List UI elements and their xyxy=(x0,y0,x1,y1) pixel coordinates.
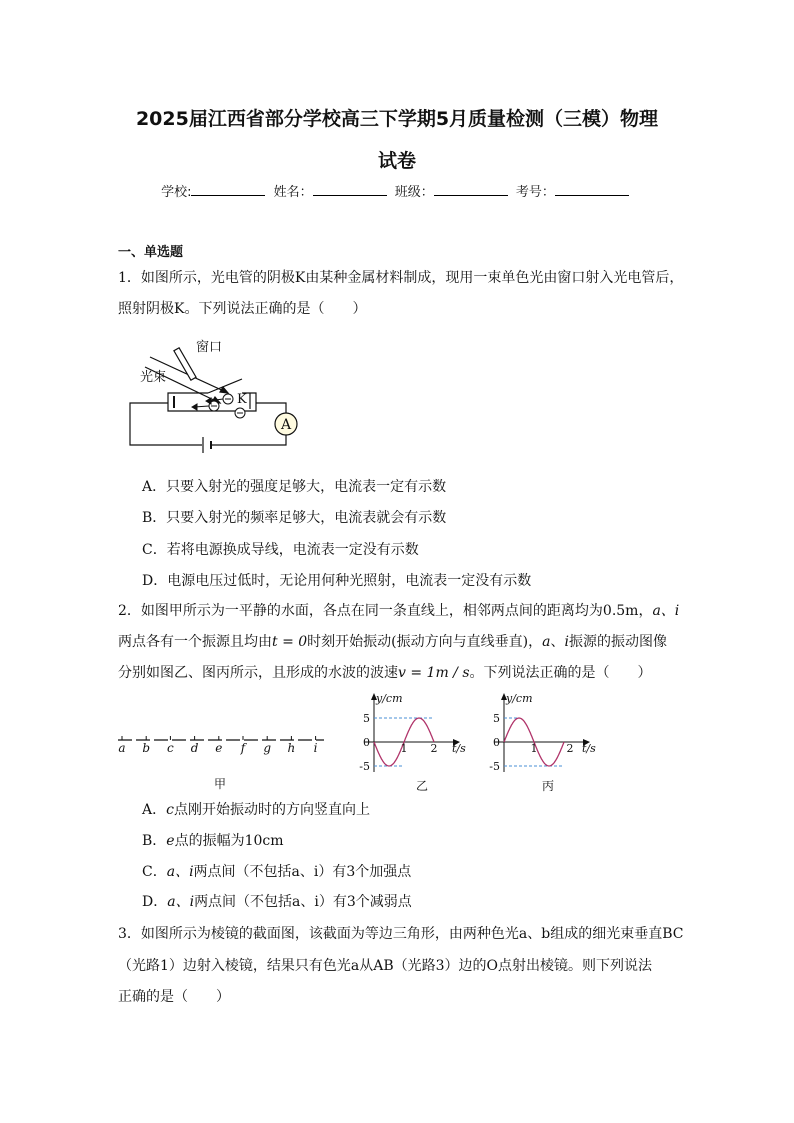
q3-stem-line1: 3．如图所示为棱镜的截面图，该截面为等边三角形，由两种色光a、b组成的细光束垂直BC xyxy=(118,926,684,942)
student-info-fields xyxy=(0,181,794,200)
q1-stem-line2: 照射阴极K。下列说法正确的是（ ） xyxy=(118,301,367,317)
point-label-b: b xyxy=(142,741,151,755)
q2-stem-line2: 两点各有一个振源且均由t = 0时刻开始振动(振动方向与直线垂直)，a、i振源的振动图像 xyxy=(118,634,667,650)
cathode-label: K xyxy=(237,392,247,407)
q2-option-a[interactable]: A．c点刚开始振动时的方向竖直向上 xyxy=(142,802,370,818)
exam-title-line1: 2025届江西省部分学校高三下学期5月质量检测（三模）物理 xyxy=(135,108,659,130)
svg-text:1: 1 xyxy=(400,742,408,755)
point-label-e: e xyxy=(215,741,223,755)
figure-yi-label: 乙 xyxy=(415,779,429,792)
vibration-graph-yi xyxy=(352,690,470,792)
name-label: 姓名： xyxy=(273,185,313,200)
q3-stem-line2: （光路1）边射入棱镜，结果只有色光a从AB（光路3）边的O点射出棱镜。则下列说法 xyxy=(118,958,653,974)
name-blank[interactable] xyxy=(313,183,387,196)
point-label-d: d xyxy=(190,741,199,755)
vibration-graph-bing xyxy=(482,690,600,792)
class-label: 班级： xyxy=(394,185,434,200)
svg-text:2: 2 xyxy=(566,742,574,755)
ammeter-label: A xyxy=(281,417,292,433)
point-label-g: g xyxy=(263,741,272,755)
q2-stem-line3: 分别如图乙、图丙所示，且形成的水波的波速v = 1m / s。下列说法正确的是（ ） xyxy=(118,665,652,681)
photoelectric-tube-figure xyxy=(124,333,304,453)
point-label-c: c xyxy=(167,741,174,755)
svg-text:0: 0 xyxy=(493,736,500,749)
beam-label: 光束 xyxy=(140,370,167,385)
q1-option-a[interactable]: A．只要入射光的强度足够大，电流表一定有示数 xyxy=(142,479,447,495)
class-blank[interactable] xyxy=(434,183,508,196)
svg-text:y/cm: y/cm xyxy=(506,692,533,705)
svg-text:0: 0 xyxy=(363,736,370,749)
school-label: 学校: xyxy=(161,185,192,200)
svg-text:y/cm: y/cm xyxy=(376,692,403,705)
svg-text:-5: -5 xyxy=(359,760,370,773)
figure-bing-label: 丙 xyxy=(541,779,555,792)
point-label-i: i xyxy=(313,741,318,755)
exam-no-blank[interactable] xyxy=(555,183,629,196)
svg-text:-5: -5 xyxy=(489,760,500,773)
school-blank[interactable] xyxy=(191,183,265,196)
exam-no-label: 考号： xyxy=(515,185,555,200)
point-label-f: f xyxy=(240,741,246,755)
q1-stem-line1: 1．如图所示，光电管的阴极K由某种金属材料制成，现用一束单色光由窗口射入光电管后， xyxy=(118,270,684,286)
q3-stem-line3: 正确的是（ ） xyxy=(118,989,230,1005)
q2-option-b[interactable]: B．e点的振幅为10cm xyxy=(142,833,284,849)
svg-text:1: 1 xyxy=(530,742,538,755)
figure-jia-label: 甲 xyxy=(213,777,227,791)
q2-stem-line1: 2．如图甲所示为一平静的水面，各点在同一条直线上，相邻两点间的距离均为0.5m，a、i xyxy=(118,603,680,619)
svg-text:t/s: t/s xyxy=(582,742,596,755)
svg-text:5: 5 xyxy=(493,712,500,725)
q1-option-c[interactable]: C．若将电源换成导线，电流表一定没有示数 xyxy=(142,542,419,558)
exam-title-line2: 试卷 xyxy=(377,150,416,172)
q2-option-d[interactable]: D．a、i两点间（不包括a、i）有3个减弱点 xyxy=(142,894,412,910)
section-heading: 一、单选题 xyxy=(118,245,184,260)
q1-option-b[interactable]: B．只要入射光的频率足够大，电流表就会有示数 xyxy=(142,510,447,526)
svg-text:2: 2 xyxy=(430,742,438,755)
window-label: 窗口 xyxy=(196,340,223,355)
point-label-a: a xyxy=(118,741,126,755)
water-surface-points-figure xyxy=(116,730,326,792)
svg-text:t/s: t/s xyxy=(452,742,466,755)
svg-text:5: 5 xyxy=(363,712,370,725)
q1-option-d[interactable]: D．电源电压过低时，无论用何种光照射，电流表一定没有示数 xyxy=(142,573,532,589)
point-label-h: h xyxy=(287,741,296,755)
q2-option-c[interactable]: C．a、i两点间（不包括a、i）有3个加强点 xyxy=(142,864,412,880)
